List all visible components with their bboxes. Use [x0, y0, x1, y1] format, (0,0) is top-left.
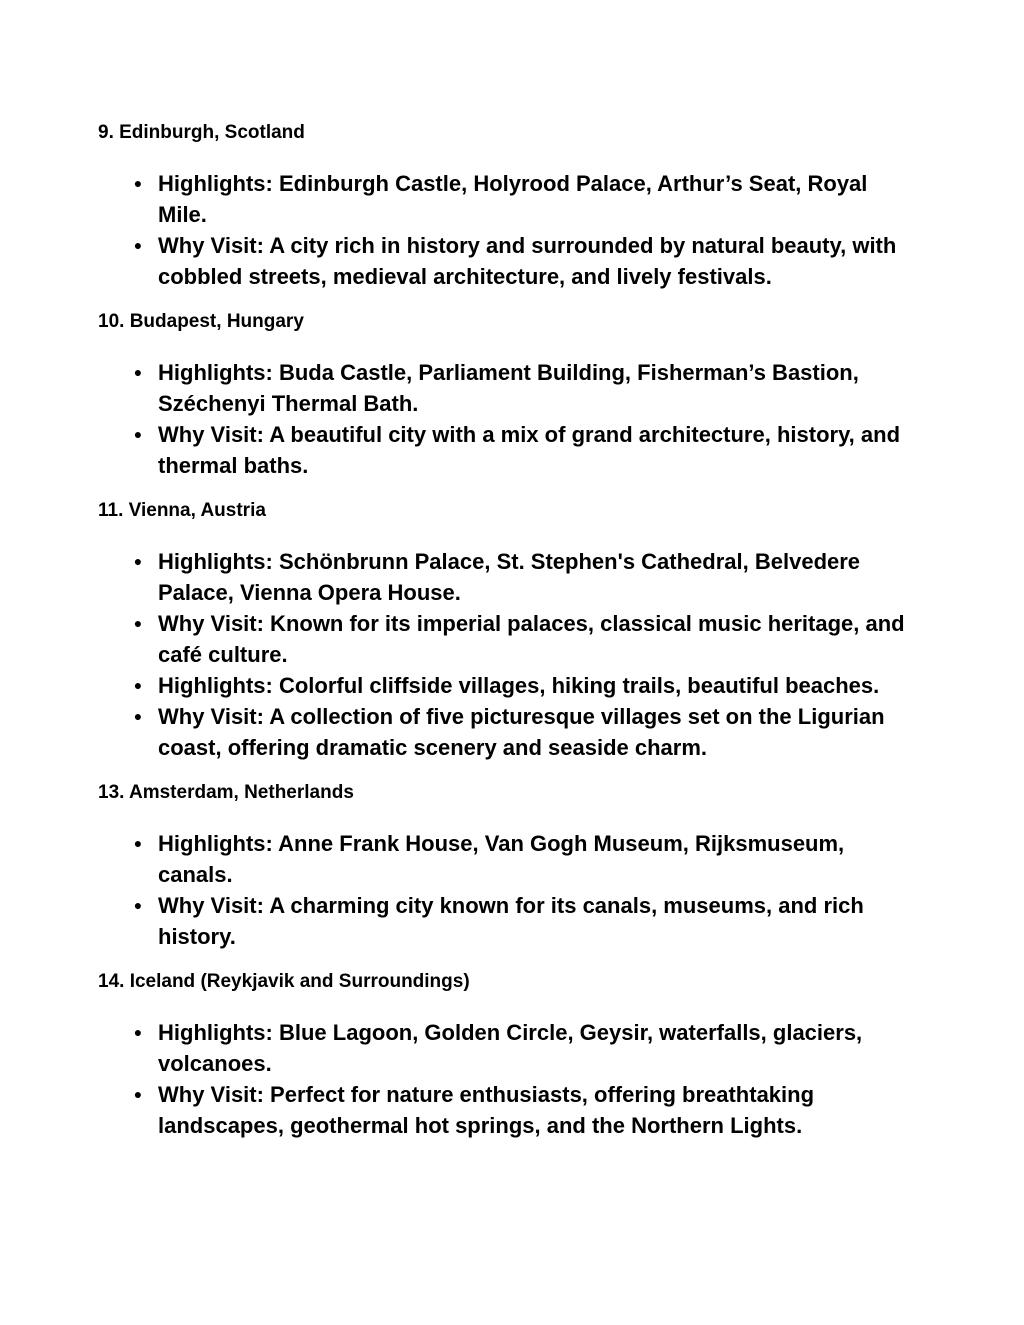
section-heading: 10. Budapest, Hungary	[98, 311, 304, 332]
bullet-icon: ●	[133, 897, 143, 913]
section-heading: 9. Edinburgh, Scotland	[98, 122, 305, 143]
bullet-icon: ●	[133, 553, 143, 569]
list-item	[98, 608, 910, 670]
section-edinburgh	[98, 121, 1024, 292]
section-vienna	[98, 499, 1024, 763]
list-item	[98, 546, 910, 608]
section-heading: 13. Amsterdam, Netherlands	[98, 782, 354, 803]
bullet-list	[98, 828, 1024, 952]
list-item-text: Why Visit: A charming city known for its canals, museums, and rich history.	[158, 893, 864, 949]
bullet-icon: ●	[133, 708, 143, 724]
list-item-text: Highlights: Edinburgh Castle, Holyrood Palace, Arthur’s Seat, Royal Mile.	[158, 171, 868, 227]
list-item	[98, 1017, 910, 1079]
bullet-list	[98, 546, 1024, 763]
section-budapest	[98, 310, 1024, 481]
list-item-text: Why Visit: A beautiful city with a mix of grand architecture, history, and thermal baths.	[158, 422, 901, 478]
bullet-icon: ●	[133, 677, 143, 693]
section-amsterdam	[98, 781, 1024, 952]
bullet-icon: ●	[133, 615, 143, 631]
list-item	[98, 168, 910, 230]
bullet-icon: ●	[133, 426, 143, 442]
list-item-text: Why Visit: Known for its imperial palaces, classical music heritage, and café culture.	[158, 611, 905, 667]
section-heading: 11. Vienna, Austria	[98, 500, 266, 521]
list-item	[98, 357, 910, 419]
list-item	[98, 419, 910, 481]
bullet-icon: ●	[133, 1024, 143, 1040]
bullet-icon: ●	[133, 1086, 143, 1102]
list-item	[98, 230, 910, 292]
list-item	[98, 890, 910, 952]
bullet-list	[98, 1017, 1024, 1141]
list-item	[98, 1079, 910, 1141]
list-item-text: Why Visit: Perfect for nature enthusiasts, offering breathtaking landscapes, geothermal hot springs, and the Northern Lights.	[158, 1082, 815, 1138]
bullet-icon: ●	[133, 175, 143, 191]
section-heading: 14. Iceland (Reykjavik and Surroundings)	[98, 971, 470, 992]
list-item-text: Highlights: Buda Castle, Parliament Building, Fisherman’s Bastion, Széchenyi Thermal Bath.	[158, 360, 859, 416]
bullet-icon: ●	[133, 835, 143, 851]
bullet-icon: ●	[133, 364, 143, 380]
list-item	[98, 670, 910, 701]
list-item	[98, 828, 910, 890]
list-item-text: Why Visit: A city rich in history and surrounded by natural beauty, with cobbled streets, medieval architecture, and lively festivals.	[158, 233, 897, 289]
list-item-text: Why Visit: A collection of five picturesque villages set on the Ligurian coast, offering dramatic scenery and seaside charm.	[158, 704, 885, 760]
list-item-text: Highlights: Schönbrunn Palace, St. Stephen's Cathedral, Belvedere Palace, Vienna Opera House.	[158, 549, 861, 605]
bullet-icon: ●	[133, 237, 143, 253]
bullet-list	[98, 168, 1024, 292]
list-item-text: Highlights: Colorful cliffside villages, hiking trails, beautiful beaches.	[158, 673, 880, 698]
list-item	[98, 701, 910, 763]
list-item-text: Highlights: Anne Frank House, Van Gogh Museum, Rijksmuseum, canals.	[158, 831, 845, 887]
bullet-list	[98, 357, 1024, 481]
section-iceland	[98, 970, 1024, 1141]
list-item-text: Highlights: Blue Lagoon, Golden Circle, Geysir, waterfalls, glaciers, volcanoes.	[158, 1020, 863, 1076]
